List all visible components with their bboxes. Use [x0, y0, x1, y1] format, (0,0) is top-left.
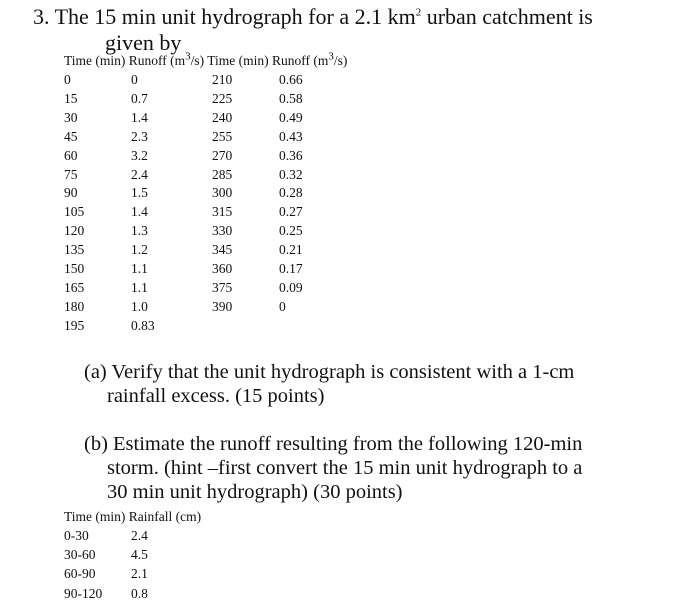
time-cell: 45: [64, 128, 78, 144]
time-cell: 300: [212, 185, 233, 201]
runoff-cell: 0.17: [279, 261, 303, 276]
runoff-cell: 0.27: [279, 204, 303, 220]
runoff-cell: 1.3: [131, 223, 148, 239]
runoff-cell: 1.2: [131, 242, 148, 258]
rainfall-table-header: Time (min) Rainfall (cm): [64, 509, 202, 524]
time-cell: 255: [212, 128, 233, 144]
part-a: [84, 360, 654, 408]
time-cell: 330: [212, 223, 233, 239]
time-cell: 105: [64, 204, 85, 220]
title-line-1: 3. The 15 min unit hydrograph for a 2.1 $km^2$ urban catchment is: [33, 4, 593, 29]
runoff-cell: 0.25: [279, 223, 303, 239]
hydrograph-table-header: Time (min) Runoff $(m^3/s)$ Time (min) Runoff $(m^3/s)$: [64, 50, 348, 68]
rainfall-cell: 2.4: [131, 528, 148, 543]
runoff-cell: 0.66: [279, 72, 303, 87]
time-cell: 75: [64, 166, 78, 182]
problem-title: [33, 4, 673, 56]
runoff-cell: 1.0: [131, 298, 148, 314]
time-cell: 225: [212, 90, 233, 106]
time-cell: 15: [64, 90, 78, 106]
time-cell: 240: [212, 109, 233, 125]
time-cell: 0-30: [64, 528, 89, 543]
runoff-cell: 1.4: [131, 109, 148, 125]
runoff-cell: 1.1: [131, 261, 148, 276]
time-cell: 150: [64, 261, 85, 276]
runoff-cell: 0.36: [279, 147, 303, 163]
time-cell: 315: [212, 204, 233, 220]
time-cell: 135: [64, 242, 85, 258]
part-b: [84, 432, 654, 504]
time-cell: 60-90: [64, 566, 96, 582]
time-cell: 30-60: [64, 547, 96, 563]
runoff-cell: 0.83: [131, 317, 155, 333]
part-a-line-2: rainfall excess. (15 points): [107, 385, 325, 407]
part-a-line-1: (a) Verify that the unit hydrograph is consistent with a 1-cm: [84, 361, 575, 383]
runoff-cell: 0.21: [279, 242, 303, 258]
runoff-cell: 0.58: [279, 90, 303, 106]
runoff-cell: 0.32: [279, 166, 303, 182]
time-cell: 165: [64, 279, 85, 295]
runoff-cell: 0.49: [279, 109, 303, 125]
time-cell: 345: [212, 242, 233, 258]
part-b-line-1: (b) Estimate the runoff resulting from the following 120-min: [84, 433, 583, 455]
runoff-cell: 1.4: [131, 204, 148, 220]
part-b-line-2: storm. (hint –first convert the 15 min unit hydrograph to a: [107, 457, 583, 479]
time-cell: 285: [212, 166, 233, 182]
runoff-cell: 0.09: [279, 279, 303, 295]
time-cell: 360: [212, 261, 233, 276]
runoff-cell: 0.7: [131, 90, 148, 106]
time-cell: 60: [64, 147, 78, 163]
time-cell: 90-120: [64, 585, 103, 601]
part-b-line-3: 30 min unit hydrograph) (30 points): [107, 481, 403, 503]
rainfall-cell: 2.1: [131, 566, 148, 582]
runoff-cell: 0.43: [279, 128, 303, 144]
time-cell: 120: [64, 223, 85, 239]
time-cell: 90: [64, 185, 78, 201]
time-cell: 0: [64, 72, 71, 87]
rainfall-cell: 4.5: [131, 547, 148, 563]
time-cell: 390: [212, 298, 233, 314]
runoff-cell: 2.3: [131, 128, 148, 144]
time-cell: 195: [64, 317, 85, 333]
title-line-2: given by: [105, 30, 182, 55]
time-cell: 30: [64, 109, 78, 125]
time-cell: 270: [212, 147, 233, 163]
runoff-cell: 2.4: [131, 166, 148, 182]
time-cell: 375: [212, 279, 233, 295]
runoff-cell: 1.1: [131, 279, 148, 295]
runoff-cell: 3.2: [131, 147, 148, 163]
rainfall-cell: 0.8: [131, 585, 148, 601]
time-cell: 210: [212, 72, 233, 87]
runoff-cell: 1.5: [131, 185, 148, 201]
time-cell: 180: [64, 298, 85, 314]
runoff-cell: 0: [131, 72, 138, 87]
runoff-cell: 0: [279, 298, 286, 314]
runoff-cell: 0.28: [279, 185, 303, 201]
